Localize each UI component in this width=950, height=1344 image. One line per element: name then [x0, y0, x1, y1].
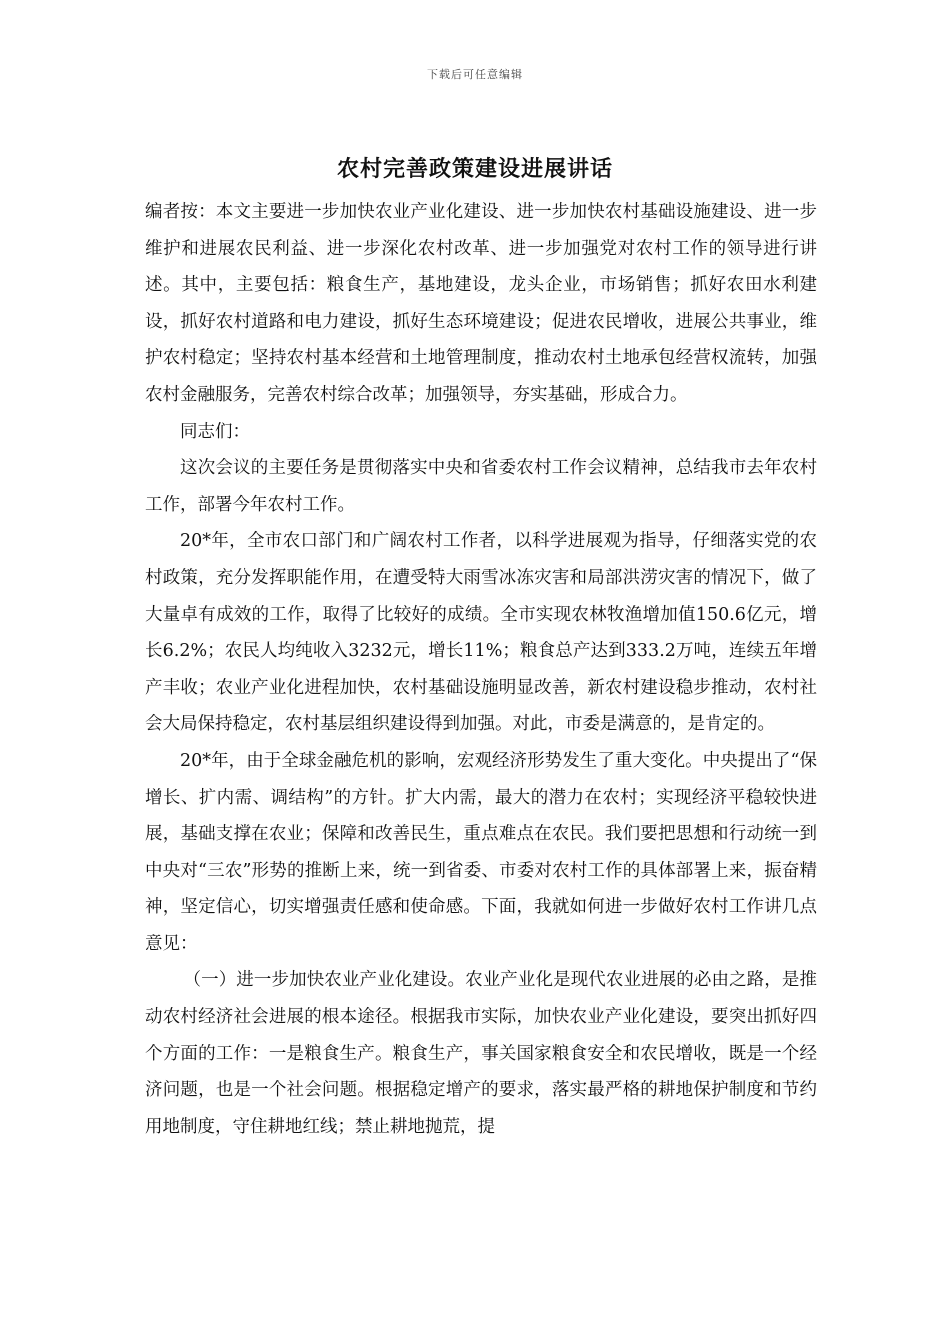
body-paragraph-meeting-task: 这次会议的主要任务是贯彻落实中央和省委农村工作会议精神，总结我市去年农村工作，部署今年农村工作。 [145, 458, 817, 515]
body-paragraph-section-one: （一）进一步加快农业产业化建设。农业产业化是现代农业进展的必由之路，是推动农村经济社会进展的根本途径。根据我市实际，加快农业产业化建设，要突出抓好四个方面的工作：一是粮食生产。粮食生产，事关国家粮食安全和农民增收，既是一个经济问题，也是一个社会问题。根据稳定增产的要求，落实最严格的耕地保护制度和节约用地制度，守住耕地红线；禁止耕地抛荒，提 [145, 970, 817, 1137]
header-note: 下载后可任意编辑 [427, 68, 523, 81]
document-body [145, 194, 817, 1145]
editor-note-paragraph: 编者按：本文主要进一步加快农业产业化建设、进一步加快农村基础设施建设、进一步维护和进展农民利益、进一步深化农村改革、进一步加强党对农村工作的领导进行讲述。其中，主要包括：粮食生产，基地建设，龙头企业，市场销售；抓好农田水利建设，抓好农村道路和电力建设，抓好生态环境建设；促进农民增收，进展公共事业，维护农村稳定；坚持农村基本经营和土地管理制度，推动农村土地承包经营权流转，加强农村金融服务，完善农村综合改革；加强领导，夯实基础，形成合力。 [145, 202, 817, 405]
salutation-paragraph: 同志们： [180, 421, 250, 442]
body-paragraph-achievements: 20*年，全市农口部门和广阔农村工作者，以科学进展观为指导，仔细落实党的农村政策，充分发挥职能作用，在遭受特大雨雪冰冻灾害和局部洪涝灾害的情况下，做了大量卓有成效的工作，取得了比较好的成绩。全市实现农林牧渔增加值150.6亿元，增长6.2%；农民人均纯收入3232元，增长11%；粮食总产达到333.2万吨，连续五年增产丰收；农业产业化进程加快，农村基础设施明显改善，新农村建设稳步推动，农村社会大局保持稳定，农村基层组织建设得到加强。对此，市委是满意的，是肯定的。 [145, 531, 817, 735]
body-paragraph-situation: 20*年，由于全球金融危机的影响，宏观经济形势发生了重大变化。中央提出了“保增长、扩内需、调结构”的方针。扩大内需，最大的潜力在农村；实现经济平稳较快进展，基础支撑在农业；保障和改善民生，重点难点在农民。我们要把思想和行动统一到中央对“三农”形势的推断上来，统一到省委、市委对农村工作的具体部署上来，振奋精神，坚定信心，切实增强责任感和使命感。下面，我就如何进一步做好农村工作讲几点意见： [145, 750, 817, 954]
document-title: 农村完善政策建设进展讲话 [336, 156, 613, 182]
